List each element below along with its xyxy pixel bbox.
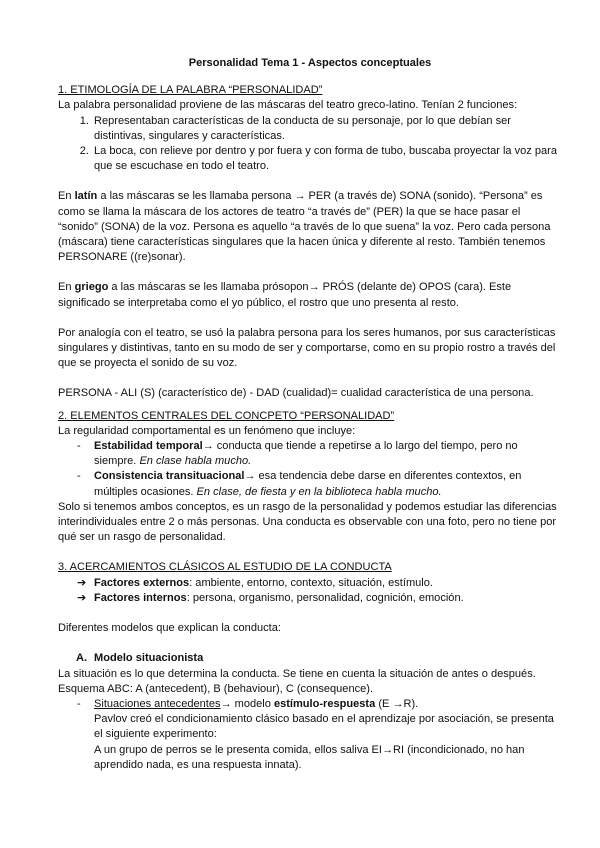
er-term: estímulo-respuesta [273,697,376,710]
functions-list [58,114,562,175]
model-a-list [58,697,562,773]
list-item: - Situaciones antecedentes→ modelo estímulo-respuesta (E →R). [94,697,562,712]
dash-bullet: - [77,470,81,483]
factor-term: Factores internos [94,591,187,604]
arrow-bullet-icon: ➔ [77,576,87,589]
arrow-bullet-icon: ➔ [77,591,87,604]
griego-term: griego [74,281,109,294]
section-2-conclusion: Solo si tenemos ambos conceptos, es un rasgo de la personalidad y podemos estudiar las diferencias interindividuales entre 2 o más personas. Una conducta es observable con una foto, pero no tiene por qué ser un rasgo de personalidad. [58,500,557,544]
antecedent-term: Situaciones antecedentes [94,697,221,710]
list-item: - Consistencia transituacional→ esa tendencia debe darse en diferentes contextos, en múltiples ocasiones. En clase, de fiesta y en la biblioteca habla mucho. [77,470,522,498]
factor-term: Factores externos [94,576,190,589]
list-item: 1. Representaban características de la conducta de su personaje, por lo que debían ser distintivas, singulares y características. [92,114,562,144]
persona-formula: PERSONA - ALI (S) (característico de) - DAD (cualidad)= cualidad característica de una persona. [58,387,534,400]
list-item: - Estabilidad temporal→ conducta que tiende a repetirse a lo largo del tiempo, pero no siempre. En clase habla mucho. [77,440,518,468]
latin-term: latín [74,190,98,203]
section-2-heading: 2. ELEMENTOS CENTRALES DEL CONCPETO “PERSONALIDAD” [58,409,395,422]
dash-bullet: - [77,440,81,453]
models-intro: Diferentes modelos que explican la conducta: [58,622,281,635]
section-1-intro: La palabra personalidad proviene de las máscaras del teatro greco-latino. Tenían 2 funciones: [58,99,518,112]
factors-list [58,576,562,606]
dash-bullet: - [77,697,81,710]
example-text: En clase, de fiesta y en la biblioteca habla mucho. [196,485,442,498]
dogs-paragraph: A un grupo de perros se le presenta comida, ellos saliva EI→RI (incondicionado, no han aprendido nada, es una respuesta innata). [94,743,525,771]
pavlov-paragraph: Pavlov creó el condicionamiento clásico basado en el aprendizaje por asociación, se presenta el siguiente experimento: [94,713,554,741]
document-title: Personalidad Tema 1 - Aspectos conceptuales [188,57,432,69]
example-text: En clase habla mucho. [139,455,252,468]
list-item: ➔ Factores externos: ambiente, entorno, contexto, situación, estímulo. [94,576,562,591]
section-2-intro: La regularidad comportamental es un fenómeno que incluye: [58,424,356,437]
model-a-heading: A. Modelo situacionista [76,652,204,665]
regularity-list [58,439,562,500]
griego-paragraph: En griego a las máscaras se les llamaba prósopon→ PRÓS (delante de) OPOS (cara). Este significado se interpretaba como el yo público, el rostro que uno presenta al resto. [58,281,512,309]
list-item: ➔ Factores internos: persona, organismo, personalidad, cognición, emoción. [94,591,562,606]
concept-term: Estabilidad temporal [94,440,203,453]
section-3-heading: 3. ACERCAMIENTOS CLÁSICOS AL ESTUDIO DE LA CONDUCTA [58,561,392,574]
analogy-paragraph: Por analogía con el teatro, se usó la palabra persona para los seres humanos, por sus características singulares y distintivas, tanto en su modo de ser y comportarse, como en su propio rostro a través del que se proyecta el sonido de su voz. [58,326,556,370]
concept-term: Consistencia transituacional [94,470,245,483]
list-item: 2. La boca, con relieve por dentro y por fuera y con forma de tubo, buscaba proyectar la voz para que se escuchase en todo el teatro. [92,144,562,174]
section-1-heading: 1. ETIMOLOGÍA DE LA PALABRA “PERSONALIDAD” [58,84,323,97]
latin-paragraph: En latín a las máscaras se les llamaba persona → PER (a través de) SONA (sonido). “Persona” es como se llama la máscara de los actores de teatro “a través de” (PER) la que se hace pasar el “sonido” (SONA) de la voz. Persona es aquello “a través de lo que suena” la voz. Pero cada persona (máscara) tiene características singulares que la hacen única y diferente al resto. También tenemos PERSONARE ((re)sonar). [58,190,551,264]
model-a-description: La situación es lo que determina la conducta. Se tiene en cuenta la situación de antes o después. Esquema ABC: A (antecedent), B (behaviour), C (consequence). [58,667,536,695]
